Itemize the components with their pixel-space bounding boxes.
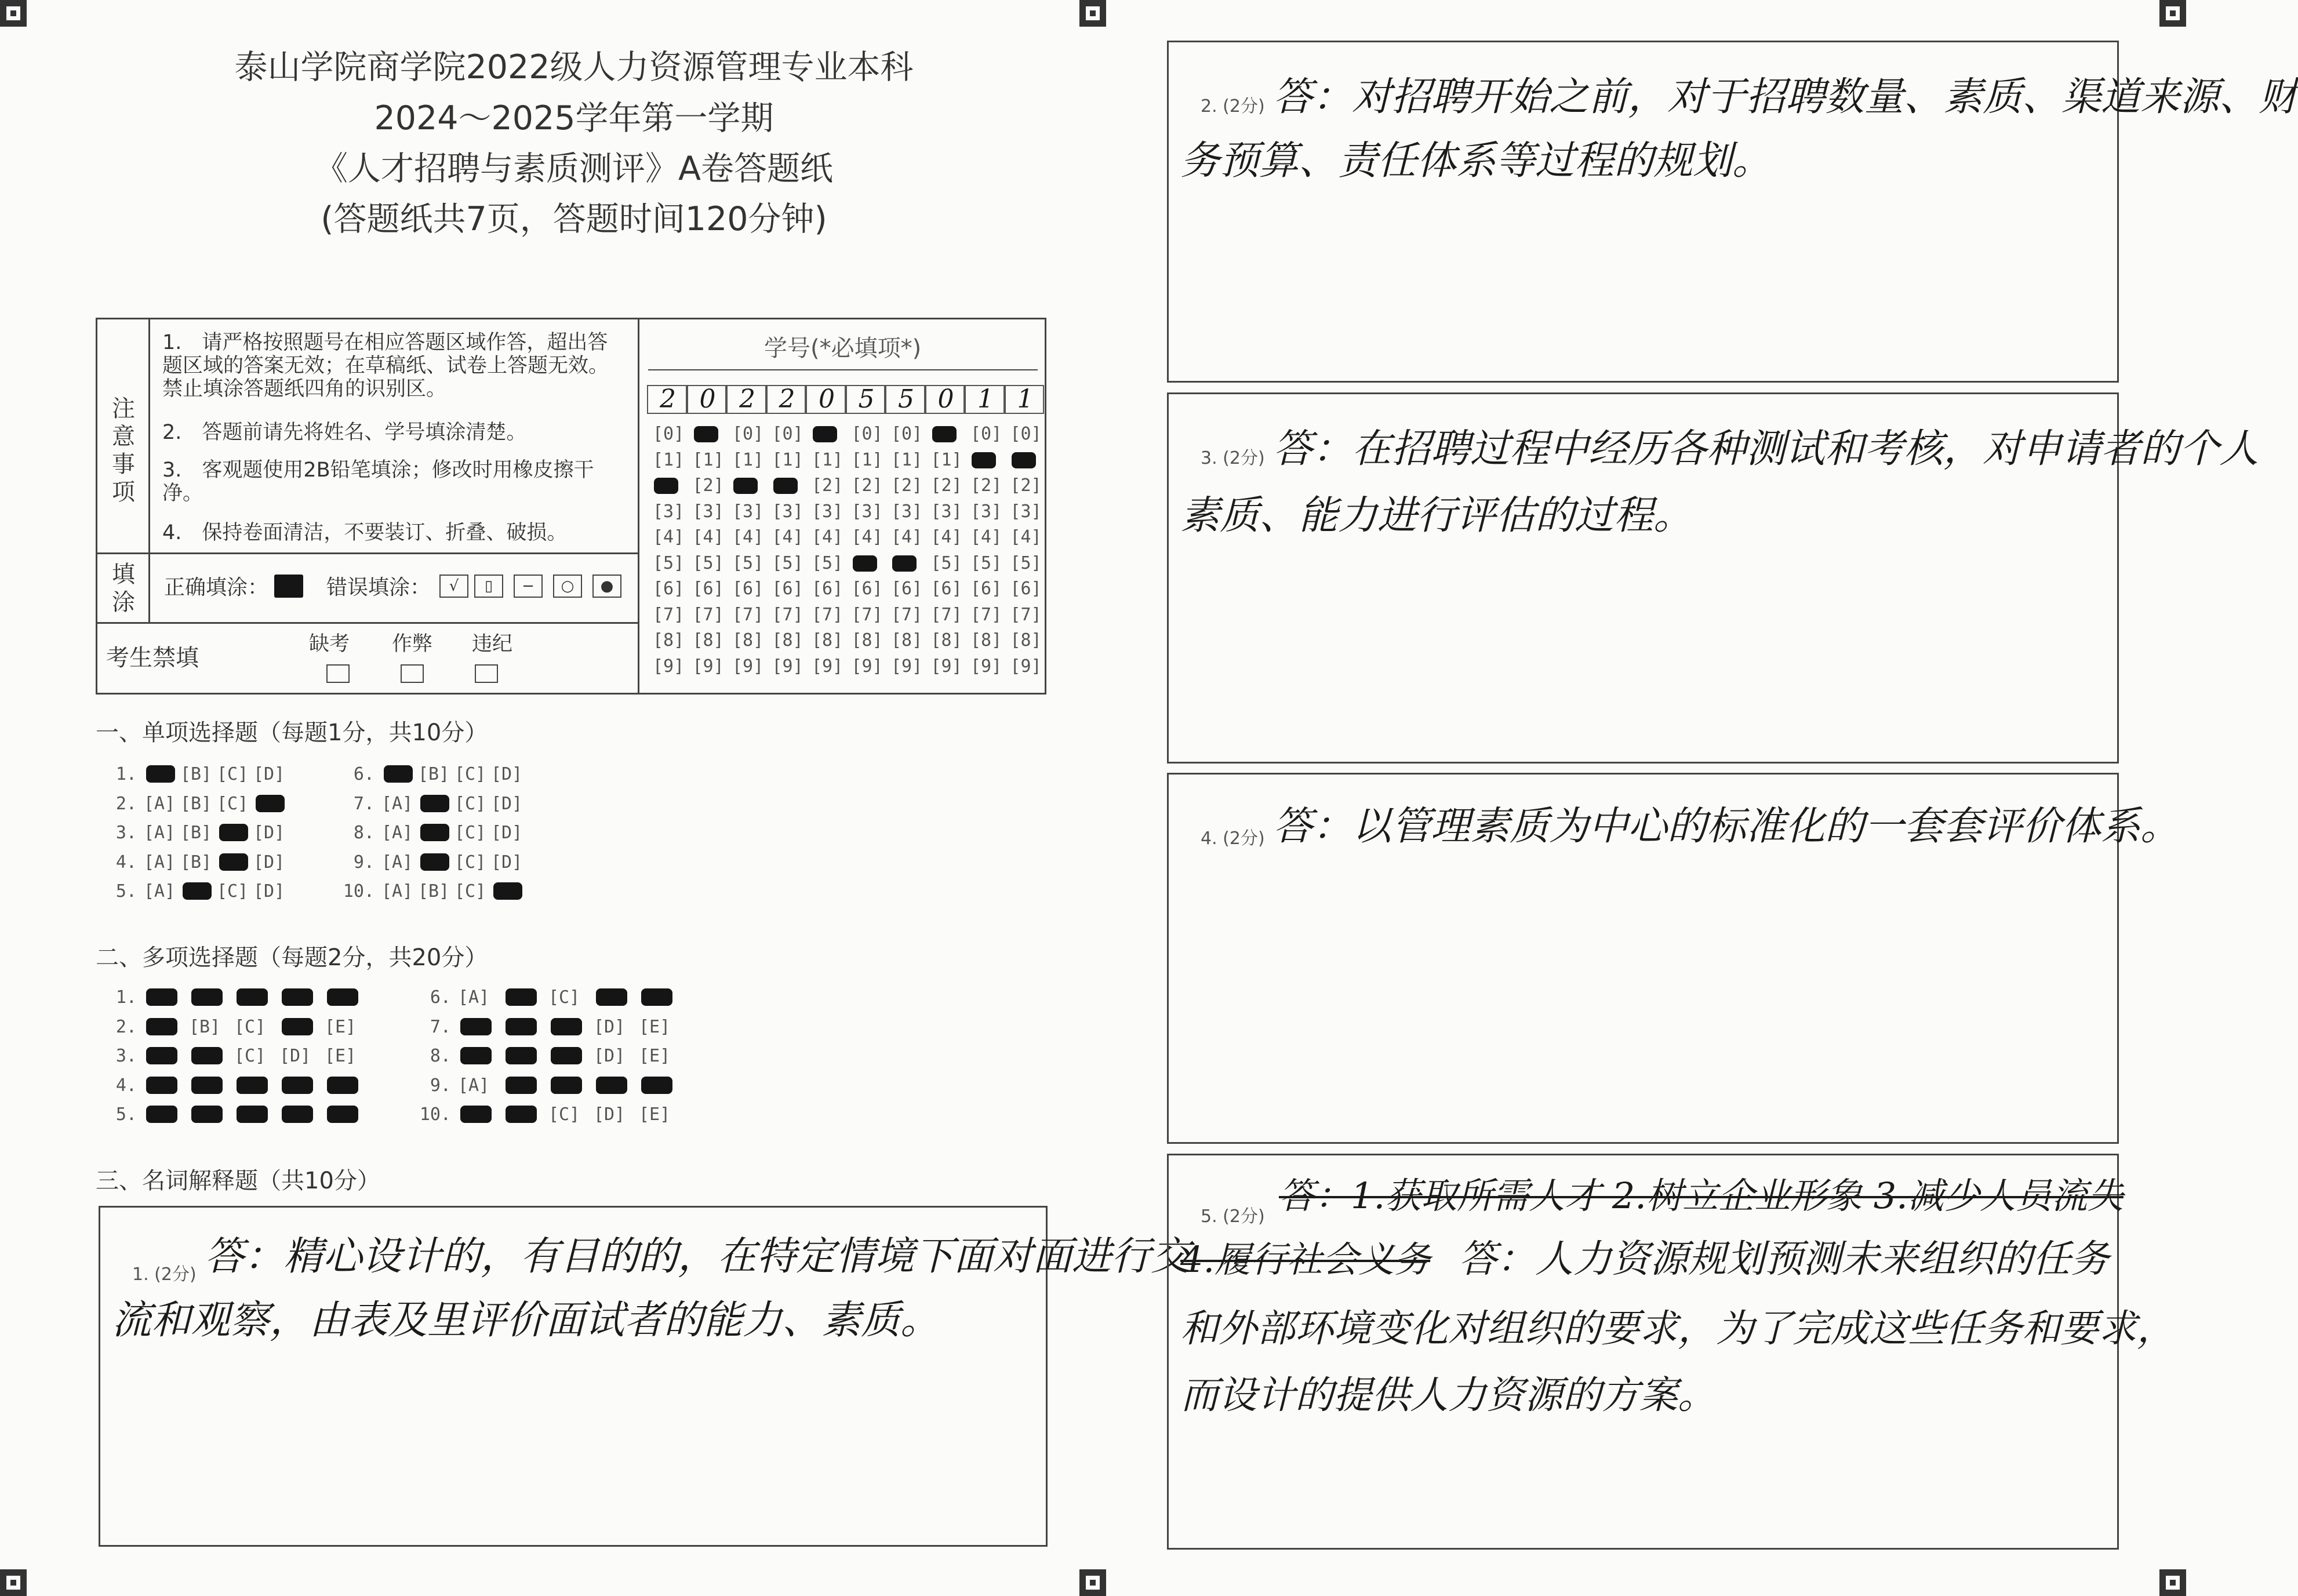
option-filled[interactable] (641, 988, 672, 1006)
student-id-mark[interactable]: [4] (653, 527, 685, 547)
student-id-mark[interactable]: [3] (732, 501, 764, 522)
student-id-mark[interactable]: [5] (772, 552, 803, 573)
student-id-mark[interactable]: [8] (930, 630, 962, 650)
student-id-mark[interactable]: [5] (692, 552, 724, 573)
student-id-digit: 2 (660, 384, 676, 414)
student-id-mark[interactable]: [5] (1010, 552, 1042, 573)
student-id-mark[interactable]: [2] (812, 475, 843, 496)
corner-marker-bottom-left (0, 1569, 27, 1596)
option-bubble[interactable]: [D] (253, 881, 285, 901)
question-number: 10. (419, 1104, 451, 1125)
student-id-digit: 0 (699, 384, 716, 414)
answer-4-number: 4. (2分) (1201, 828, 1265, 849)
student-id-mark[interactable]: [7] (930, 604, 962, 625)
option-filled[interactable] (146, 1047, 177, 1064)
option-bubble[interactable]: [E] (639, 1046, 671, 1066)
student-id-mark[interactable]: [3] (970, 501, 1002, 522)
student-id-mark[interactable]: [5] (653, 552, 685, 573)
option-bubble[interactable]: [D] (253, 852, 285, 872)
option-bubble[interactable]: [C] (454, 881, 486, 901)
option-filled[interactable] (282, 1077, 313, 1094)
student-id-mark[interactable]: [7] (1010, 604, 1042, 625)
student-id-mark[interactable]: [3] (891, 501, 923, 522)
question-number: 5. (115, 1104, 137, 1125)
title-line-3: 《人才招聘与素质测评》A卷答题纸 (315, 150, 833, 188)
student-id-mark[interactable]: [8] (851, 630, 883, 650)
corner-marker-bottom-center (1079, 1569, 1106, 1596)
option-bubble[interactable]: [D] (594, 1046, 626, 1066)
answer-5-number: 5. (2分) (1201, 1206, 1265, 1227)
option-bubble[interactable]: [A] (144, 823, 176, 843)
option-bubble[interactable]: [E] (639, 1016, 671, 1037)
option-filled[interactable] (327, 988, 358, 1006)
student-id-mark[interactable]: [8] (692, 630, 724, 650)
option-filled[interactable] (282, 1106, 313, 1123)
student-id-mark-filled[interactable] (654, 478, 678, 494)
option-filled[interactable] (219, 824, 248, 841)
option-filled[interactable] (506, 988, 537, 1006)
option-bubble[interactable]: [C] (217, 881, 249, 901)
answer-1-number: 1. (2分) (132, 1264, 197, 1285)
option-filled[interactable] (191, 988, 223, 1006)
option-bubble[interactable]: [B] (180, 764, 212, 784)
student-id-mark-filled[interactable] (892, 555, 917, 572)
answer-box-1[interactable] (99, 1206, 1191, 1547)
student-id-mark[interactable]: [9] (772, 656, 803, 677)
section1-title: 一、单项选择题（每题1分，共10分） (96, 719, 488, 746)
option-filled[interactable] (460, 1106, 492, 1123)
answer-4-line-1: 答：以管理素质为中心的标准化的一套套评价体系。 (1273, 804, 2180, 849)
answer-3-number: 3. (2分) (1201, 448, 1265, 468)
forbidden-cheating-checkbox[interactable] (401, 664, 424, 683)
student-id-mark[interactable]: [7] (732, 604, 764, 625)
wrong-fill-sample: − (514, 575, 543, 598)
student-id-mark[interactable]: [6] (970, 579, 1002, 599)
student-id-mark[interactable]: [9] (891, 656, 923, 677)
option-bubble[interactable]: [A] (381, 823, 413, 843)
option-filled[interactable] (237, 988, 268, 1006)
forbidden-absent-label: 缺考 (309, 632, 350, 656)
option-filled[interactable] (146, 1018, 177, 1035)
option-filled[interactable] (460, 1018, 492, 1035)
student-id-mark[interactable]: [9] (851, 656, 883, 677)
option-bubble[interactable]: [D] (594, 1104, 626, 1125)
student-id-mark[interactable]: [0] (653, 424, 685, 444)
forbidden-violation-checkbox[interactable] (475, 664, 498, 683)
option-bubble[interactable]: [A] (458, 1075, 490, 1096)
option-filled[interactable] (506, 1018, 537, 1035)
answer-2-line-1: 答：对招聘开始之前，对于招聘数量、素质、渠道来源、财 (1273, 74, 2298, 120)
student-id-mark[interactable]: [2] (930, 475, 962, 496)
option-filled[interactable] (551, 1018, 582, 1035)
option-bubble[interactable]: [C] (217, 764, 249, 784)
title-line-2: 2024～2025学年第一学期 (374, 99, 774, 137)
student-id-mark[interactable]: [7] (812, 604, 843, 625)
student-id-mark[interactable]: [6] (732, 579, 764, 599)
student-id-mark[interactable]: [6] (851, 579, 883, 599)
question-number: 2. (115, 1016, 137, 1037)
student-id-mark[interactable]: [8] (891, 630, 923, 650)
student-id-mark[interactable]: [4] (851, 527, 883, 547)
answer-5-line-3: 而设计的提供人力资源的方案。 (1180, 1373, 1716, 1417)
option-bubble[interactable]: [C] (234, 1046, 266, 1066)
student-id-mark[interactable]: [7] (692, 604, 724, 625)
student-id-mark[interactable]: [0] (970, 424, 1002, 444)
student-id-mark-filled[interactable] (694, 426, 718, 442)
answer-5-struck-line-1: 答：1.获取所需人才 2.树立企业形象 3.减少人员流失 (1279, 1175, 2124, 1217)
notice-item-1: 1. 请严格按照题号在相应答题区域作答，超出答题区域的答案无效；在草稿纸、试卷上答题无效。禁止填涂答题纸四角的识别区。 (162, 331, 609, 401)
forbidden-label: 考生禁填 (106, 645, 199, 671)
student-id-mark[interactable]: [9] (812, 656, 843, 677)
notice-item-3: 3. 客观题使用2B铅笔填涂；修改时用橡皮擦干净。 (162, 459, 594, 505)
option-bubble[interactable]: [C] (217, 793, 249, 814)
correct-fill-label: 正确填涂： (164, 576, 269, 599)
wrong-fill-sample: √ (439, 575, 468, 598)
student-id-mark[interactable]: [7] (970, 604, 1002, 625)
student-id-mark[interactable]: [1] (653, 449, 685, 470)
option-bubble[interactable]: [C] (548, 1104, 580, 1125)
option-bubble[interactable]: [C] (454, 793, 486, 814)
question-number: 10. (343, 881, 374, 901)
question-number: 6. (353, 764, 374, 784)
option-filled[interactable] (551, 1077, 582, 1094)
student-id-mark[interactable]: [1] (692, 449, 724, 470)
answer-1-line-1: 答：精心设计的，有目的的，在特定情境下面对面进行交 (205, 1234, 1191, 1279)
answer-2-number: 2. (2分) (1201, 96, 1265, 117)
wrong-fill-sample: ▯ (474, 575, 503, 598)
wrong-fill-label: 错误填涂： (326, 576, 431, 599)
option-bubble[interactable]: [B] (418, 881, 450, 901)
student-id-mark[interactable]: [7] (851, 604, 883, 625)
answer-1-line-2: 流和观察，由表及里评价面试者的能力、素质。 (112, 1297, 940, 1343)
option-filled[interactable] (327, 1077, 358, 1094)
student-id-mark[interactable]: [1] (772, 449, 803, 470)
wrong-fill-sample: ● (592, 575, 621, 598)
question-number: 3. (115, 1046, 137, 1066)
question-number: 8. (430, 1046, 451, 1066)
student-id-mark[interactable]: [1] (851, 449, 883, 470)
student-id-mark[interactable]: [5] (812, 552, 843, 573)
info-table (96, 318, 1046, 695)
student-id-mark[interactable]: [8] (772, 630, 803, 650)
option-bubble[interactable]: [A] (144, 852, 176, 872)
option-filled[interactable] (641, 1077, 672, 1094)
student-id-digit: 0 (937, 384, 954, 414)
option-filled[interactable] (183, 882, 212, 900)
option-bubble[interactable]: [C] (548, 987, 580, 1008)
option-bubble[interactable]: [D] (491, 852, 523, 872)
fill-side-label: 填涂 (112, 561, 135, 616)
option-filled[interactable] (146, 765, 175, 783)
student-id-digit: 0 (819, 384, 835, 414)
student-id-mark[interactable]: [8] (732, 630, 764, 650)
student-id-mark[interactable]: [8] (970, 630, 1002, 650)
student-id-mark-filled[interactable] (813, 426, 837, 442)
option-filled[interactable] (506, 1077, 537, 1094)
student-id-mark[interactable]: [6] (653, 579, 685, 599)
option-bubble[interactable]: [C] (454, 764, 486, 784)
student-id-mark[interactable]: [6] (930, 579, 962, 599)
corner-marker-top-right (2159, 0, 2186, 27)
option-filled[interactable] (420, 853, 449, 871)
answer-5-line-1: 答：人力资源规划预测未来组织的任务 (1459, 1237, 2109, 1281)
notice-side-label: 注意事项 (112, 395, 135, 506)
option-filled[interactable] (146, 1106, 177, 1123)
answer-5-struck-line-2: 4.履行社会义务 (1180, 1238, 1431, 1281)
option-bubble[interactable]: [B] (189, 1016, 221, 1037)
option-bubble[interactable]: [C] (454, 852, 486, 872)
student-id-mark[interactable]: [9] (692, 656, 724, 677)
question-number: 6. (430, 987, 451, 1008)
student-id-mark[interactable]: [4] (692, 527, 724, 547)
option-bubble[interactable]: [A] (144, 881, 176, 901)
question-number: 1. (115, 987, 137, 1008)
student-id-mark[interactable]: [1] (812, 449, 843, 470)
option-bubble[interactable]: [A] (144, 793, 176, 814)
student-id-mark[interactable]: [6] (772, 579, 803, 599)
student-id-label: 学号(*必填项*) (764, 335, 922, 362)
answer-box-5[interactable] (1167, 1154, 2175, 1550)
student-id-mark[interactable]: [0] (851, 424, 883, 444)
student-id-mark[interactable]: [1] (732, 449, 764, 470)
student-id-mark[interactable]: [4] (891, 527, 923, 547)
corner-marker-top-left (0, 0, 27, 27)
forbidden-absent-checkbox[interactable] (326, 664, 350, 683)
student-id-mark[interactable]: [3] (812, 501, 843, 522)
question-number: 7. (430, 1016, 451, 1037)
student-id-mark[interactable]: [3] (653, 501, 685, 522)
title-line-1: 泰山学院商学院2022级人力资源管理专业本科 (234, 48, 914, 86)
question-number: 8. (353, 823, 374, 843)
option-filled[interactable] (237, 1077, 268, 1094)
student-id-mark[interactable]: [3] (692, 501, 724, 522)
student-id-mark-filled[interactable] (773, 478, 798, 494)
option-bubble[interactable]: [D] (253, 823, 285, 843)
student-id-mark[interactable]: [2] (1010, 475, 1042, 496)
forbidden-cheating-label: 作弊 (392, 632, 433, 656)
option-bubble[interactable]: [B] (180, 823, 212, 843)
answer-box-2[interactable] (1167, 41, 2298, 383)
option-bubble[interactable]: [B] (180, 793, 212, 814)
student-id-mark[interactable]: [4] (732, 527, 764, 547)
student-id-mark[interactable]: [9] (930, 656, 962, 677)
student-id-mark-filled[interactable] (972, 452, 996, 468)
option-bubble[interactable]: [D] (491, 793, 523, 814)
question-number: 9. (430, 1075, 451, 1096)
option-bubble[interactable]: [E] (325, 1016, 357, 1037)
question-number: 5. (115, 881, 137, 901)
answer-5-line-2: 和外部环境变化对组织的要求，为了完成这些任务和要求， (1180, 1306, 2175, 1351)
option-filled[interactable] (191, 1106, 223, 1123)
option-filled[interactable] (596, 1077, 627, 1094)
answer-box-3[interactable] (1167, 392, 2259, 764)
student-id-mark[interactable]: [9] (732, 656, 764, 677)
option-bubble[interactable]: [D] (279, 1046, 311, 1066)
option-bubble[interactable]: [A] (381, 852, 413, 872)
option-filled[interactable] (596, 988, 627, 1006)
student-id-mark[interactable]: [5] (930, 552, 962, 573)
student-id-mark[interactable]: [0] (772, 424, 803, 444)
notice-item-2: 2. 答题前请先将姓名、学号填涂清楚。 (162, 421, 527, 444)
wrong-fill-sample: ○ (553, 575, 582, 598)
answer-3-line-2: 素质、能力进行评估的过程。 (1180, 493, 1693, 539)
option-bubble[interactable]: [A] (381, 881, 413, 901)
correct-fill-sample (274, 575, 303, 598)
option-bubble[interactable]: [C] (234, 1016, 266, 1037)
student-id-mark[interactable]: [6] (1010, 579, 1042, 599)
student-id-mark[interactable]: [2] (692, 475, 724, 496)
option-bubble[interactable]: [C] (454, 823, 486, 843)
student-id-mark[interactable]: [0] (891, 424, 923, 444)
question-number: 7. (353, 793, 374, 814)
student-id-mark[interactable]: [6] (891, 579, 923, 599)
question-number: 1. (115, 764, 137, 784)
option-filled[interactable] (420, 824, 449, 841)
student-id-mark[interactable]: [4] (1010, 527, 1042, 547)
question-number: 3. (115, 823, 137, 843)
student-id-mark[interactable]: [7] (653, 604, 685, 625)
student-id-mark[interactable]: [0] (732, 424, 764, 444)
student-id-mark[interactable]: [4] (812, 527, 843, 547)
student-id-mark[interactable]: [2] (891, 475, 923, 496)
option-bubble[interactable]: [D] (491, 823, 523, 843)
student-id-digit: 2 (739, 384, 755, 414)
answer-2-line-2: 务预算、责任体系等过程的规划。 (1180, 138, 1772, 184)
answer-3-line-1: 答：在招聘过程中经历各种测试和考核，对申请者的个人 (1273, 426, 2259, 472)
student-id-digit: 2 (779, 384, 795, 414)
option-filled[interactable] (506, 1047, 537, 1064)
student-id-digit: 5 (898, 384, 914, 414)
title-line-4: (答题纸共7页，答题时间120分钟) (321, 200, 827, 238)
option-filled[interactable] (551, 1047, 582, 1064)
student-id-mark[interactable]: [7] (891, 604, 923, 625)
student-id-mark-filled[interactable] (932, 426, 957, 442)
student-id-mark[interactable]: [6] (812, 579, 843, 599)
student-id-mark[interactable]: [9] (1010, 656, 1042, 677)
student-id-mark[interactable]: [3] (772, 501, 803, 522)
student-id-digit: 5 (858, 384, 875, 414)
student-id-mark[interactable]: [1] (891, 449, 923, 470)
student-id-mark-filled[interactable] (1012, 452, 1036, 468)
student-id-mark[interactable]: [4] (930, 527, 962, 547)
student-id-mark[interactable]: [5] (970, 552, 1002, 573)
student-id-mark-filled[interactable] (733, 478, 758, 494)
forbidden-violation-label: 违纪 (472, 632, 513, 656)
student-id-digit: 1 (977, 384, 994, 414)
corner-marker-top-center (1079, 0, 1106, 27)
section2-title: 二、多项选择题（每题2分，共20分） (96, 944, 488, 971)
student-id-mark[interactable]: [3] (930, 501, 962, 522)
notice-item-4: 4. 保持卷面清洁，不要装订、折叠、破损。 (162, 521, 568, 544)
option-filled[interactable] (146, 1077, 177, 1094)
student-id-mark[interactable]: [9] (970, 656, 1002, 677)
option-bubble[interactable]: [D] (594, 1016, 626, 1037)
section3-title: 三、名词解释题（共10分） (96, 1168, 380, 1194)
option-filled[interactable] (493, 882, 522, 900)
student-id-mark[interactable]: [2] (851, 475, 883, 496)
student-id-mark[interactable]: [4] (970, 527, 1002, 547)
option-filled[interactable] (384, 765, 413, 783)
option-filled[interactable] (282, 988, 313, 1006)
student-id-mark[interactable]: [7] (772, 604, 803, 625)
corner-marker-bottom-right (2159, 1569, 2186, 1596)
option-filled[interactable] (146, 988, 177, 1006)
option-filled[interactable] (327, 1106, 358, 1123)
student-id-mark[interactable]: [2] (970, 475, 1002, 496)
student-id-mark[interactable]: [8] (1010, 630, 1042, 650)
option-filled[interactable] (506, 1106, 537, 1123)
student-id-mark[interactable]: [4] (772, 527, 803, 547)
student-id-mark[interactable]: [8] (653, 630, 685, 650)
option-filled[interactable] (219, 853, 248, 871)
student-id-mark[interactable]: [3] (851, 501, 883, 522)
option-bubble[interactable]: [A] (458, 987, 490, 1008)
student-id-mark[interactable]: [8] (812, 630, 843, 650)
student-id-mark[interactable]: [9] (653, 656, 685, 677)
answer-box-4[interactable] (1167, 773, 2180, 1144)
student-id-mark[interactable]: [3] (1010, 501, 1042, 522)
option-bubble[interactable]: [E] (639, 1104, 671, 1125)
option-filled[interactable] (282, 1018, 313, 1035)
student-id-mark[interactable]: [5] (732, 552, 764, 573)
option-bubble[interactable]: [E] (325, 1046, 357, 1066)
option-filled[interactable] (420, 795, 449, 812)
option-filled[interactable] (191, 1077, 223, 1094)
option-bubble[interactable]: [A] (381, 793, 413, 814)
student-id-mark[interactable]: [1] (930, 449, 962, 470)
option-bubble[interactable]: [D] (253, 764, 285, 784)
question-number: 2. (115, 793, 137, 814)
option-filled[interactable] (191, 1047, 223, 1064)
option-bubble[interactable]: [B] (180, 852, 212, 872)
option-filled[interactable] (237, 1106, 268, 1123)
question-number: 4. (115, 1075, 137, 1096)
student-id-mark[interactable]: [6] (692, 579, 724, 599)
student-id-mark-filled[interactable] (853, 555, 877, 572)
student-id-mark[interactable]: [0] (1010, 424, 1042, 444)
option-bubble[interactable]: [D] (491, 764, 523, 784)
student-id-digit: 1 (1017, 384, 1034, 414)
option-bubble[interactable]: [B] (418, 764, 450, 784)
question-number: 4. (115, 852, 137, 872)
question-number: 9. (353, 852, 374, 872)
option-filled[interactable] (256, 795, 285, 812)
option-filled[interactable] (460, 1047, 492, 1064)
